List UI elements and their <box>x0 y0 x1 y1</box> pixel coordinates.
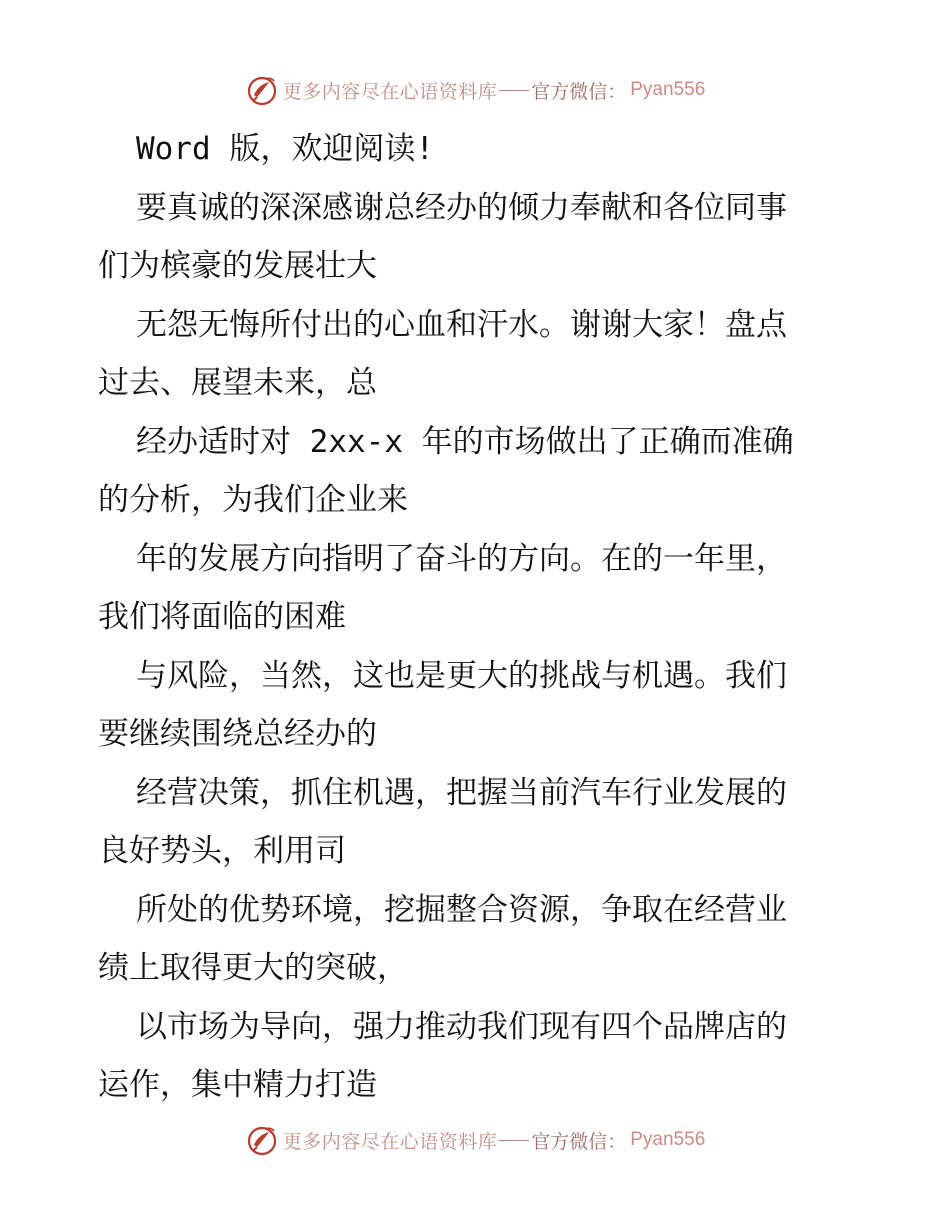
body-line-17: 运作，集中精力打造 <box>98 1067 377 1103</box>
body-line-13: 良好势头，利用司 <box>98 833 346 869</box>
body-line-10: 与风险，当然，这也是更大的挑战与机遇。我们 <box>136 657 787 694</box>
header-banner <box>0 70 950 110</box>
footer-wechat-label: 官方微信： <box>531 1130 627 1153</box>
header-dash <box>499 90 529 91</box>
header-wechat-label: 官方微信： <box>531 80 627 103</box>
body-line-6: 经办适时对 2xx-x 年的市场做出了正确而准确 <box>136 423 794 460</box>
footer-slogan: 更多内容尽在心语资料库 <box>282 1130 498 1153</box>
header-wechat-id: Pyan556 <box>630 79 706 100</box>
body-line-3: 们为槟豪的发展壮大 <box>98 248 377 284</box>
pen-logo-icon <box>245 73 279 107</box>
body-line-11: 要继续围绕总经办的 <box>98 716 377 752</box>
body-line-8: 年的发展方向指明了奋斗的方向。在的一年里， <box>136 540 787 577</box>
body-line-7: 的分析，为我们企业来 <box>98 482 408 518</box>
body-line-1: Word 版，欢迎阅读! <box>136 131 434 167</box>
body-line-9: 我们将面临的困难 <box>98 599 346 635</box>
body-line-16: 以市场为导向，强力推动我们现有四个品牌店的 <box>136 1008 787 1045</box>
body-line-2: 要真诚的深深感谢总经办的倾力奉献和各位同事 <box>136 189 787 226</box>
body-line-15: 绩上取得更大的突破， <box>98 950 408 986</box>
footer-dash <box>499 1140 529 1141</box>
body-line-5: 过去、展望未来，总 <box>98 365 377 401</box>
pen-logo-icon <box>245 1123 279 1157</box>
body-line-12: 经营决策，抓住机遇，把握当前汽车行业发展的 <box>136 774 787 811</box>
header-slogan: 更多内容尽在心语资料库 <box>282 80 498 103</box>
footer-banner <box>0 1120 950 1160</box>
footer-wechat-id: Pyan556 <box>630 1129 706 1150</box>
document-body <box>98 120 854 1115</box>
body-line-14: 所处的优势环境，挖掘整合资源，争取在经营业 <box>136 891 787 928</box>
body-line-4: 无怨无悔所付出的心血和汗水。谢谢大家！盘点 <box>136 306 787 343</box>
